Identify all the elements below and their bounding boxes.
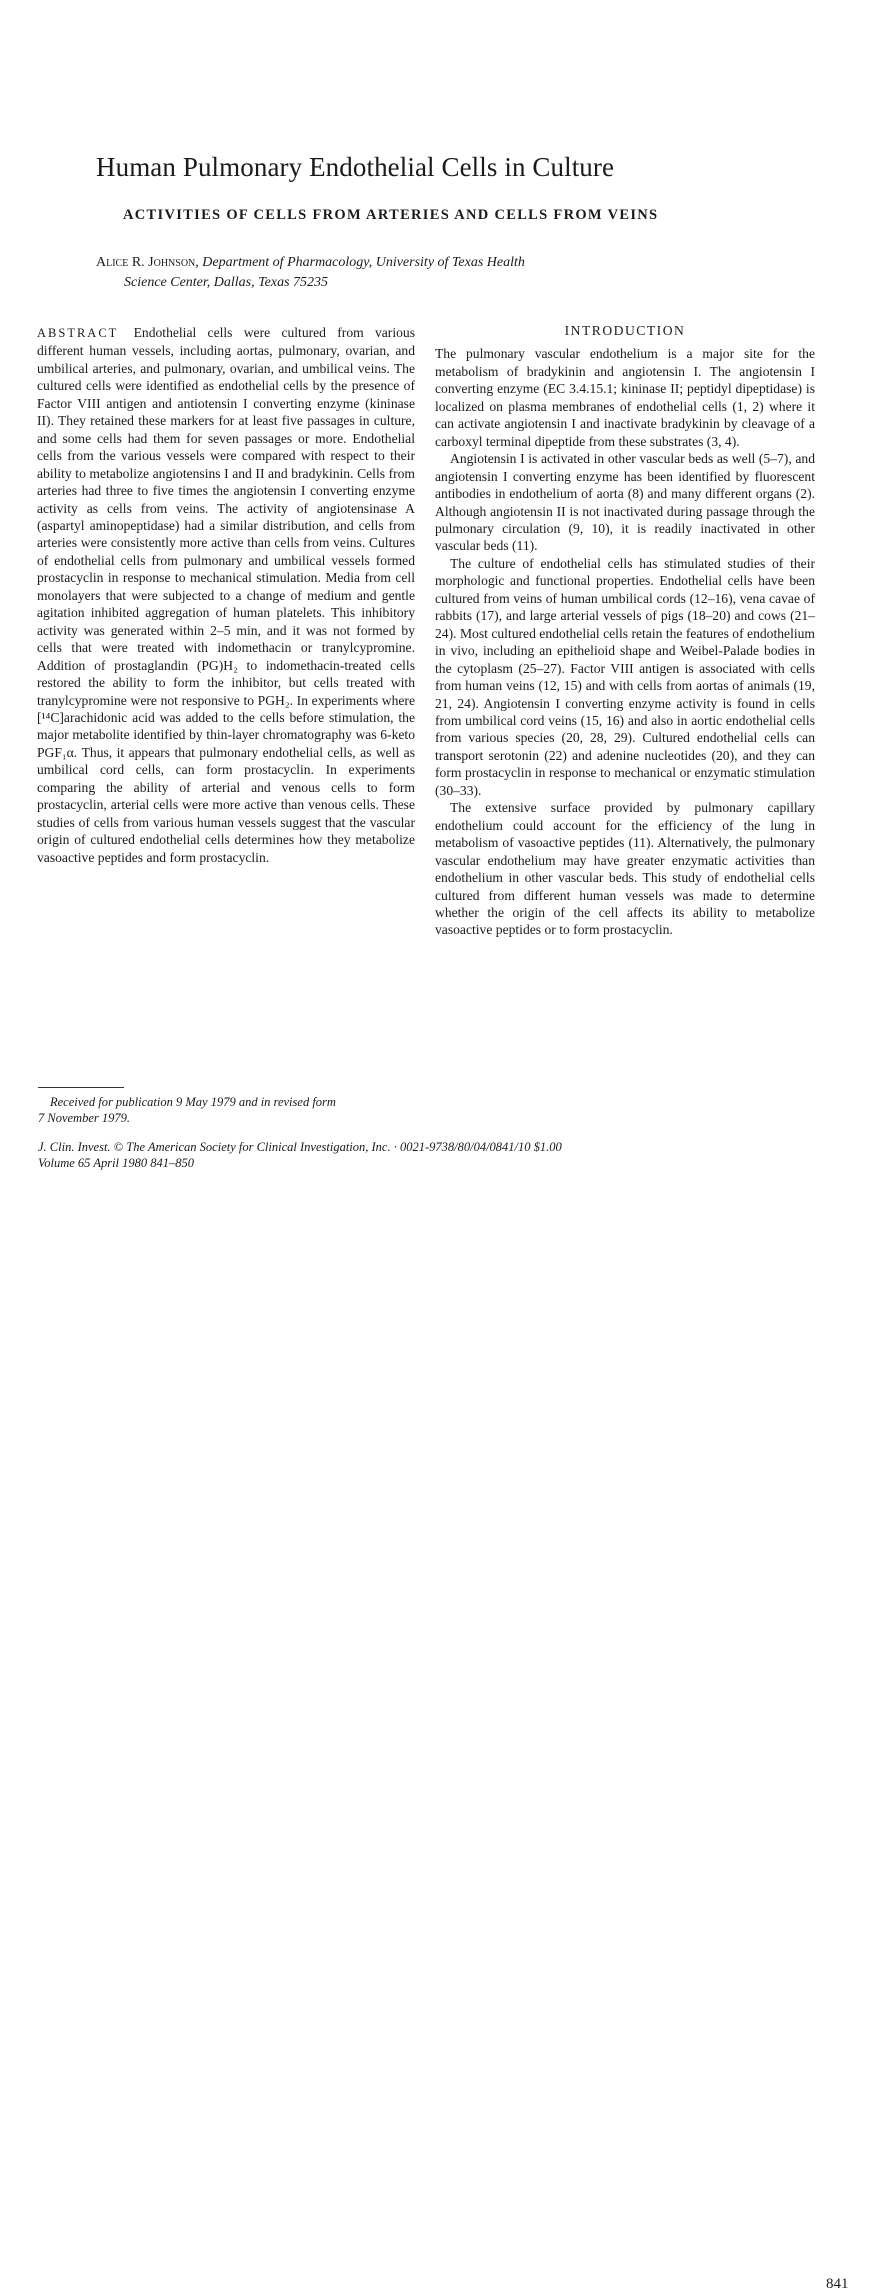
intro-paragraph-4: The extensive surface provided by pulmonary capillary endothelium could account for the efficiency of the lung in metabolism of vasoactive peptides (11). Alternatively, the pulmonary vascular endothelium may have greater enzymatic activities than endothelium in other vascular beds. This study of endothelial cells cultured from different human vessels was made to determine whether the origin of the cell affects its ability to metabolize vasoactive peptides or to form prostacyclin. — [435, 800, 815, 938]
page-number: 841 — [826, 2276, 849, 2292]
introduction-column — [435, 322, 815, 939]
page-footer — [38, 1140, 849, 2292]
footnote-line2: 7 November 1979. — [38, 1110, 130, 1125]
footnote-line1: Received for publication 9 May 1979 and in revised form — [50, 1095, 336, 1109]
journal-citation: J. Clin. Invest. © The American Society for Clinical Investigation, Inc. · 0021-9738/80/04/0841/10 $1.00 — [38, 1140, 562, 1154]
intro-paragraph-1: The pulmonary vascular endothelium is a major site for the metabolism of bradykinin and angiotensin I. The angiotensin I converting enzyme (EC 3.4.15.1; kininase II; peptidyl dipeptidase) is localized on plasma membranes of endothelial cells (1, 2) where it can activate angiotensin I and inactivate bradykinin by cleavage of a carboxyl terminal dipeptide from these substrates (3, 4). — [435, 346, 815, 449]
abstract-column — [37, 324, 415, 866]
author-affiliation-line2: Science Center, Dallas, Texas 75235 — [124, 275, 329, 290]
abstract-label: ABSTRACT — [37, 326, 119, 340]
intro-paragraph-3: The culture of endothelial cells has stimulated studies of their morphologic and functional properties. Endothelial cells have been cultured from veins of human umbilical cords (12–16), vena cavae of rabbits (17), and large arterial vessels of pigs (18–20) and cows (21–24). Most cultured endothelial cells retain the features of endothelium in vivo, including an epithelioid shape and Weibel-Palade bodies in the cytoplasm (25–27). Factor VIII antigen is associated with cells from human veins (12, 15) and with cells from aortas of animals (19, 21, 24). Angiotensin I converting enzyme activity is found in cells from umbilical cord veins (15, 16) and also in aortic endothelial cells from various species (20, 28, 29). Cultured endothelial cells can transport serotonin (22) and adenine nucleotides (20), and they can form prostacyclin in response to mechanical or enzymatic stimulation (30–33). — [435, 555, 815, 798]
author-name: Alice R. Johnson — [96, 255, 196, 270]
footnote — [38, 1095, 420, 1126]
introduction-heading: INTRODUCTION — [564, 323, 686, 338]
author-affiliation: , Department of Pharmacology, University of Texas Health — [195, 255, 525, 270]
author-line1 — [96, 253, 816, 273]
abstract-paragraph — [37, 324, 415, 866]
abstract-text: Endothelial cells were cultured from various different human vessels, including aortas, pulmonary, ovarian, and umbilical arteries, and pulmonary, ovarian, and umbilical veins. The cultured cells were identified as endothelial cells by the presence of Factor VIII antigen and antiotensin I converting enzyme (kininase II). They retained these markers for at least five passages in culture, and some cells had them for seven passages or more. Endothelial cells from the various vessels were compared with respect to their ability to metabolize angiotensins I and II and bradykinin. Cells from arteries had three to five times the angiotensin I converting enzyme activity as cells from veins. The activity of angiotensinase A (aspartyl aminopeptidase) had a similar distribution, and cells from arteries were consistently more active than cells from veins. Cultures of endothelial cells from pulmonary and umbilical vessels formed prostacyclin in response to mechanical stimulation. Media from cell monolayers that were subjected to a change of medium and gentle agitation inhibited aggregation of human platelets. This inhibitory activity was generated within 2–5 min, and it was not formed by cells that were treated with indomethacin or tranylcypromine. Addition of prostaglandin (PG)H₂ to indomethacin-treated cells restored the ability to form the inhibitor, but cells treated with tranylcypromine were not responsive to PGH₂. In experiments where [¹⁴C]arachidonic acid was added to the cells before stimulation, the major metabolite identified by thin-layer chromatography was 6-keto PGF₁α. Thus, it appears that pulmonary endothelial cells, as well as umbilical cord cells, can form prostacyclin. In experiments comparing the ability of arterial and venous cells to form prostacyclin, arterial cells were more active than venous cells. These studies of cells from various human vessels suggest that the vascular origin of cultured endothelial cells determines how they metabolize vasoactive peptides and form prostacyclin. — [37, 325, 415, 865]
article-title: Human Pulmonary Endothelial Cells in Culture — [96, 152, 615, 182]
intro-paragraph-2: Angiotensin I is activated in other vascular beds as well (5–7), and angiotensin I converting enzyme has been identified by fluorescent antibodies in endothelium of aorta (8) and many different organs (2). Although angiotensin II is not inactivated during passage through the pulmonary circulation (9, 10), it is readily inactivated in other vascular beds (11). — [435, 451, 815, 554]
volume-info: Volume 65 April 1980 841–850 — [38, 1155, 195, 1170]
author-block — [96, 253, 816, 293]
footnote-rule — [38, 1087, 124, 1088]
article-subtitle: ACTIVITIES OF CELLS FROM ARTERIES AND CELLS FROM VEINS — [123, 207, 659, 223]
